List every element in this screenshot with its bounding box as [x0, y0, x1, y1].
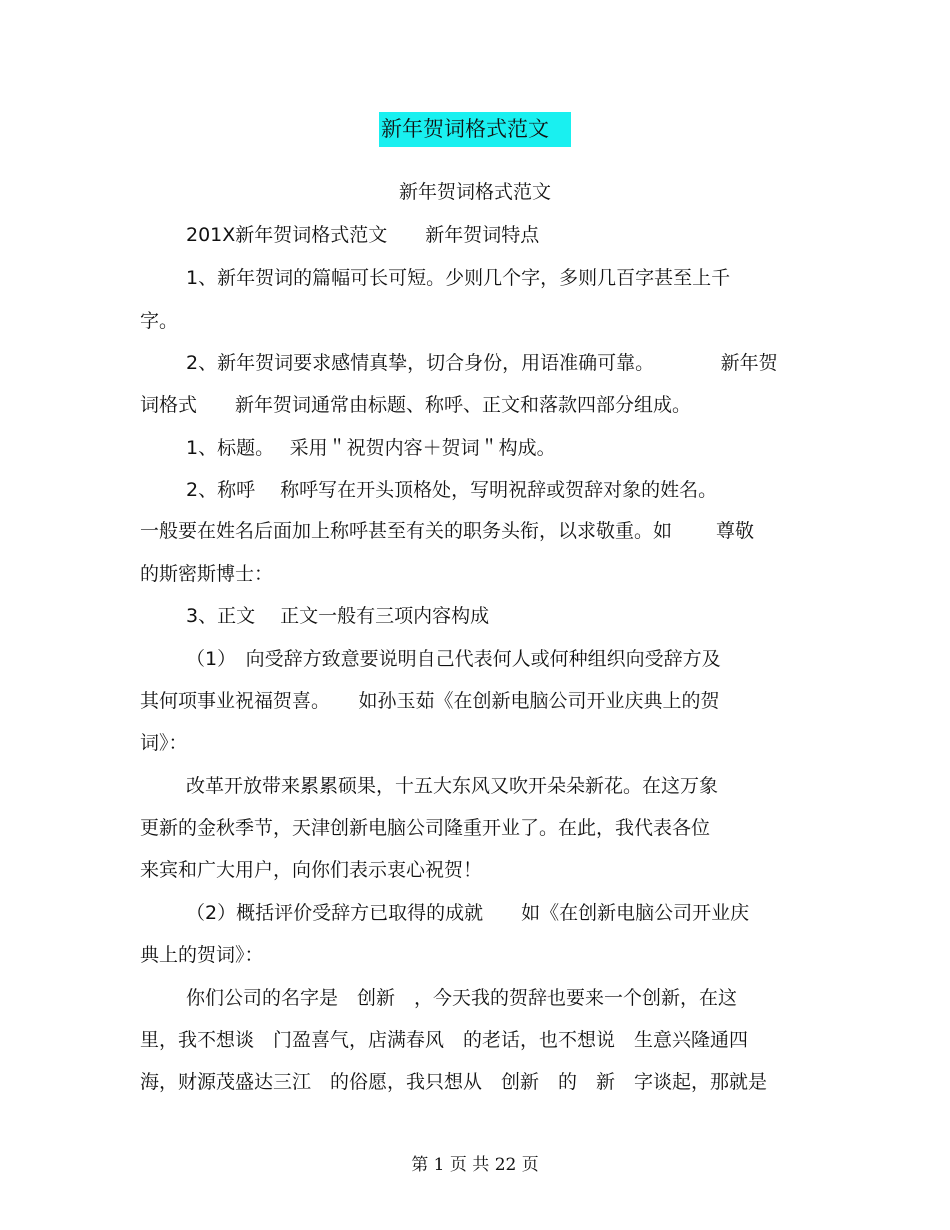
highlighted-title: 新年贺词格式范文: [379, 112, 571, 147]
text-line: 3、正文 正文一般有三项内容构成: [186, 605, 490, 627]
text-line: （2）概括评价受辞方已取得的成就 如《在创新电脑公司开业庆: [186, 902, 750, 924]
text-line: 里，我不想谈 门盈喜气，店满春风 的老话，也不想说 生意兴隆通四: [140, 1029, 749, 1051]
text-line: 1、标题。 采用＂祝贺内容＋贺词＂构成。: [186, 437, 556, 459]
title-row: [0, 112, 950, 147]
text-line: 词格式 新年贺词通常由标题、称呼、正文和落款四部分组成。: [140, 394, 692, 416]
text-line: 词》：: [140, 732, 188, 754]
text-line: 其何项事业祝福贺喜。 如孙玉茹《在创新电脑公司开业庆典上的贺: [140, 690, 720, 712]
text-line: 字。: [140, 310, 179, 332]
text-line: 一般要在姓名后面加上称呼甚至有关的职务头衔，以求敬重。如 尊敬: [140, 520, 755, 542]
text-line: 典上的贺词》：: [140, 944, 264, 966]
text-line: 来宾和广大用户，向你们表示衷心祝贺！: [140, 859, 483, 881]
text-line: （1） 向受辞方致意要说明自己代表何人或何种组织向受辞方及: [186, 648, 721, 670]
subtitle-line: 新年贺词格式范文: [398, 181, 551, 203]
text-line: 更新的金秋季节，天津创新电脑公司隆重开业了。在此，我代表各位: [140, 817, 711, 839]
text-line: 的斯密斯博士：: [140, 563, 274, 585]
text-line: 改革开放带来累累硕果，十五大东风又吹开朵朵新花。在这万象: [186, 775, 719, 797]
text-line: 你们公司的名字是 创新 ，今天我的贺辞也要来一个创新，在这: [186, 987, 738, 1009]
text-line: 1、新年贺词的篇幅可长可短。少则几个字，多则几百字甚至上千: [186, 267, 731, 289]
text-line: 2、称呼 称呼写在开头顶格处，写明祝辞或贺辞对象的姓名。: [186, 479, 718, 501]
text-line: 海，财源茂盛达三江 的俗愿，我只想从 创新 的 新 字谈起，那就是: [140, 1071, 768, 1093]
text-line: 2、新年贺词要求感情真挚，切合身份，用语准确可靠。 新年贺: [186, 352, 778, 374]
page-number: 第 1 页 共 22 页: [411, 1155, 539, 1175]
text-line: 201X新年贺词格式范文 新年贺词特点: [186, 224, 540, 246]
